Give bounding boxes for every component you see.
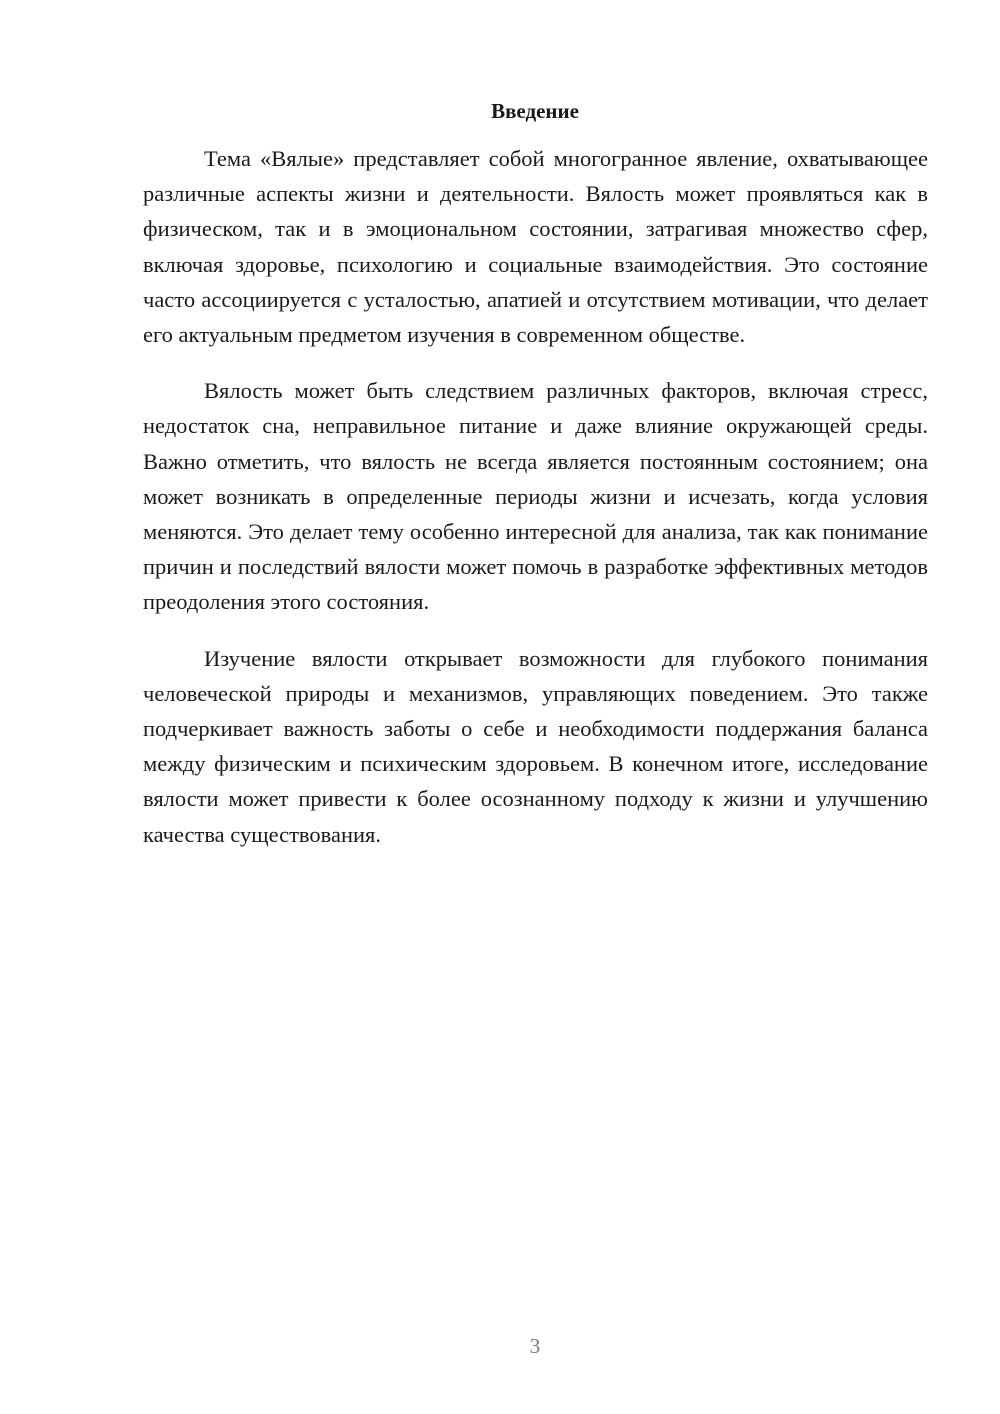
paragraph-1: Тема «Вялые» представляет собой многогранное явление, охватывающее различные аспекты жизни и деятельности. Вялость может проявляться как в физическом, так и в эмоциональном состоянии, затрагивая множество сфер, включая здоровье, психологию и социальные взаимодействия. Это состояние часто ассоциируется с усталостью, апатией и отсутствием мотивации, что делает его актуальным предметом изучения в современном обществе. [143, 146, 928, 348]
paragraph-2: Вялость может быть следствием различных факторов, включая стресс, недостаток сна, неправильное питание и даже влияние окружающей среды. Важно отметить, что вялость не всегда является постоянным состоянием; она может возникать в определенные периоды жизни и исчезать, когда условия меняются. Это делает тему особенно интересной для анализа, так как понимание причин и последствий вялости может помочь в разработке эффективных методов преодоления этого состояния. [143, 378, 928, 615]
section-title: Введение [491, 99, 579, 123]
page-number: 3 [529, 1334, 541, 1358]
paragraph-3: Изучение вялости открывает возможности для глубокого понимания человеческой природы и механизмов, управляющих поведением. Это также подчеркивает важность заботы о себе и необходимости поддержания баланса между физическим и психическим здоровьем. В конечном итоге, исследование вялости может привести к более осознанному подходу к жизни и улучшению качества существования. [143, 645, 928, 847]
body-text [143, 141, 928, 873]
